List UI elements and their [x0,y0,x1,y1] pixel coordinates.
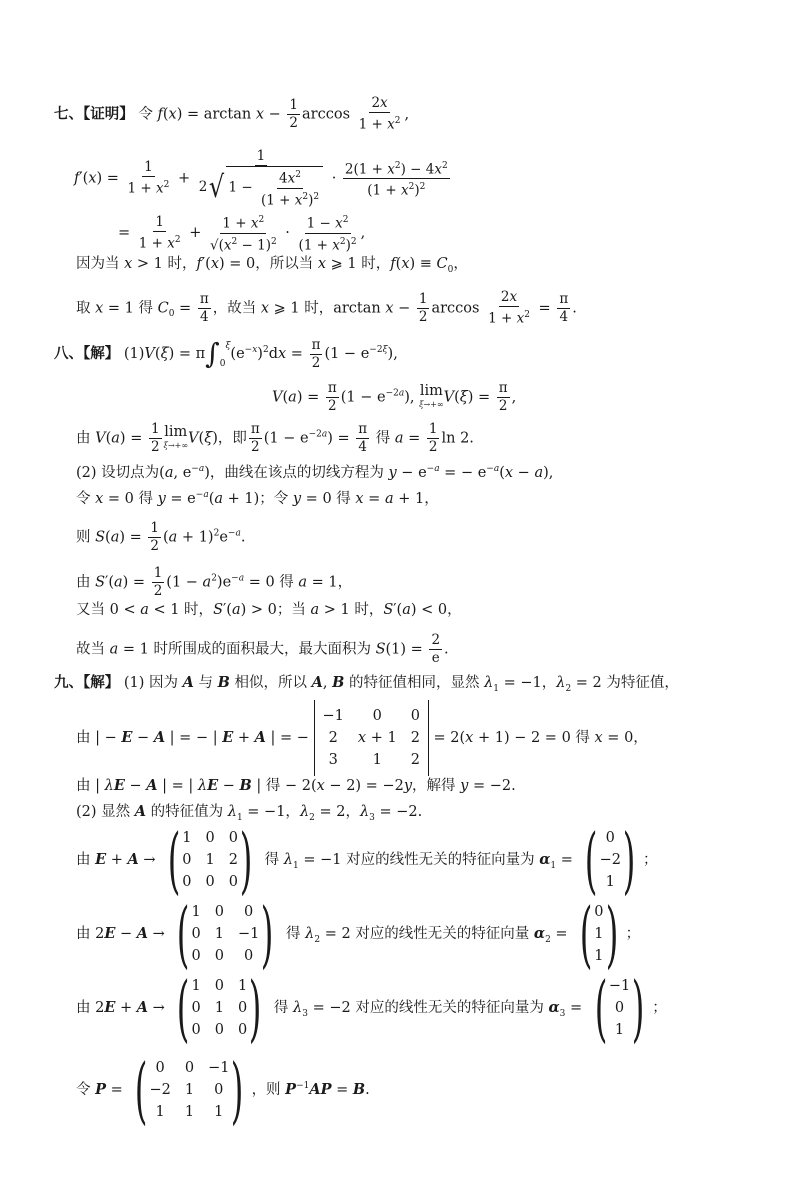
s7-line5: 取 x = 1 得 $C_0$ = $\frac{\pi}{4}$ ，故当 x ⩾ 1 时，arctan x − $\frac{1}{2}$ arccos $\frac{2x}{1 + x^2}$ = $\frac{\pi}{4}$ . [76,289,577,327]
s9-line3: 由 | λE − A | = | λE − B | 得 − 2(x − 2) = −2y，解得 y = −2. [76,777,516,794]
s7-line1: 七、【证明】 令 f(x) = arctan x − $\frac{1}{2}$ arccos $\frac{2x}{1 + x^2}$ , [54,95,410,133]
s7-derivative-2: = $\frac{1}{1 + x^2}$ + $\frac{1 + x^2}{√(x^2 - 1)^2}$ · $\frac{1 - x^2}{(1 + x^2)^2}$ , [118,213,366,253]
s9-matrix-1: 由 E + A → ( 1 0 0 0 1 2 0 0 0 ) 得 $\lambda_1 = -1$ 对应的线性无关的特征向量为 $\alpha_1$ = ( 0 −2 1 ) ； [76,818,658,902]
s8-line9: 故当 a = 1 时所围成的面积最大，最大面积为 S(1) = $\frac{2}{e}$ . [76,632,449,666]
s8-line2: V(a) = $\frac{\pi}{2}$ $(1 - e^{-2a})$, lim ξ→+∞ V(ξ) = $\frac{\pi}{2}$ , [272,380,517,414]
s8-line8: 又当 0 < a < 1 时，S′(a) > 0；当 a > 1 时，S′(a) < 0， [76,602,462,618]
s8-line3: 由 V(a) = $\frac{1}{2}$ lim ξ→+∞ V(ξ)，即 $\frac{\pi}{2}$ $(1 - e^{-2a})$ = $\frac{\pi}{4}$ 得 a = $\frac{1}{2}$ ln 2. [76,421,474,455]
determinant: −1 0 0 2 x + 1 2 3 1 2 [314,700,429,776]
section-9-heading: 九、【解】 [54,675,120,691]
s9-det-line: 由 | − E − A | = − | E + A | = − −1 0 0 2 x + 1 2 3 1 2 = 2(x + 1) − 2 = 0 得 x = 0， [76,700,648,776]
s8-line6: 则 S(a) = $\frac{1}{2}$ $(a + 1)^2e^{-a}$. [76,520,246,554]
s9-matrix-2: 由 2E − A → ( 1 0 0 0 1 −1 0 0 0 ) 得 $\lambda_2 = 2$ 对应的线性无关的特征向量 $\alpha_2$ = ( 0 1 1 ) ； [76,892,641,976]
s9-matrix-p: 令 P = ( 0 0 −1 −2 1 0 1 1 1 ) ，则 $P^{-1}AP = B$. [76,1047,370,1132]
s8-line1: 八、【解】 $(1)V(\xi) = \pi\int_0^\xi(e^{-x})^2dx$ = $\frac{\pi}{2}$ $(1 - e^{-2\xi})$, [54,336,398,371]
s9-matrix-3: 由 2E + A → ( 1 0 1 0 1 0 0 0 0 ) 得 $\lambda_3 = -2$ 对应的线性无关的特征向量为 $\alpha_3$ = ( −1 0 1 ) ； [76,966,667,1050]
section-7-heading: 七、【证明】 [54,106,134,123]
s7-line4: 因为当 x > 1 时，f′(x) = 0，所以当 x ⩾ 1 时，$f(x) \equiv C_0$， [76,256,468,275]
s8-line4: (2) 设切点为(a, $e^{-a}$)，曲线在该点的切线方程为 $y - e^{-a}$ = − $e^{-a}(x - a)$, [76,464,554,481]
s7-derivative-1: f′(x) = $\frac{1}{1 + x^2}$ + 1 2 √ 1 − $\frac{4x^2}{(1 + x^2)^2}$ · $\frac{2(1 + x^2) - 4x^2}{(1 + x^2)^2}$ [74,148,448,208]
section-8-heading: 八、【解】 [54,346,120,362]
s8-line5: 令 x = 0 得 $y = e^{-a}(a + 1)$；令 y = 0 得 x = a + 1， [76,490,439,507]
s9-line4: (2) 显然 A 的特征值为 $\lambda_1 = -1$，$\lambda_2 = 2$，$\lambda_3 = -2$. [76,803,423,823]
s8-line7: 由 S′(a) = $\frac{1}{2}$ $(1 - a^2)e^{-a} = 0$ 得 a = 1， [76,565,353,599]
s9-line1: 九、【解】 (1) 因为 A 与 B 相似，所以 A, B 的特征值相同，显然 $\lambda_1 = -1$，$\lambda_2 = 2$ 为特征值， [54,674,679,694]
